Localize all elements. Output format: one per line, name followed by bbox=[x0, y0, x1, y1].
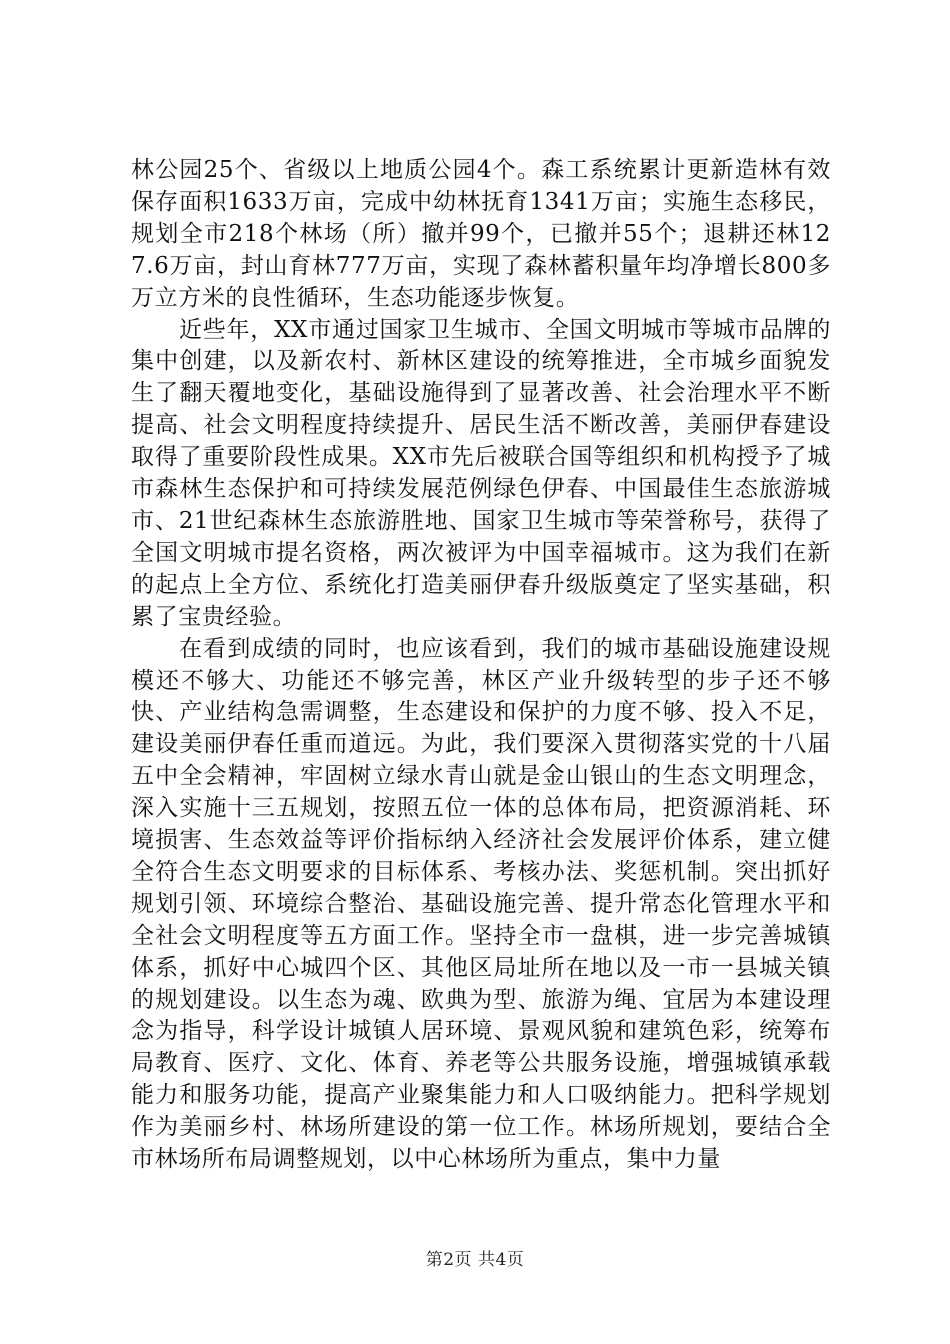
paragraph-achievements: 近些年，XX市通过国家卫生城市、全国文明城市等城市品牌的集中创建，以及新农村、新林区建设的统筹推进，全市城乡面貌发生了翻天覆地变化，基础设施得到了显著改善、社会治理水平不断提高、社会文明程度持续提升、居民生活不断改善，美丽伊春建设取得了重要阶段性成果。XX市先后被联合国等组织和机构授予了城市森林生态保护和可持续发展范例绿色伊春、中国最佳生态旅游城市、21世纪森林生态旅游胜地、国家卫生城市等荣誉称号，获得了全国文明城市提名资格，两次被评为中国幸福城市。这为我们在新的起点上全方位、系统化打造美丽伊春升级版奠定了坚实基础，积累了宝贵经验。 bbox=[131, 316, 831, 630]
document-body bbox=[131, 155, 831, 1176]
paragraph-shortcomings-and-plan: 在看到成绩的同时，也应该看到，我们的城市基础设施建设规模还不够大、功能还不够完善，林区产业升级转型的步子还不够快、产业结构急需调整，生态建设和保护的力度不够、投入不足，建设美丽伊春任重而道远。为此，我们要深入贯彻落实党的十八届五中全会精神，牢固树立绿水青山就是金山银山的生态文明理念，深入实施十三五规划，按照五位一体的总体布局，把资源消耗、环境损害、生态效益等评价指标纳入经济社会发展评价体系，建立健全符合生态文明要求的目标体系、考核办法、奖惩机制。突出抓好规划引领、环境综合整治、基础设施完善、提升常态化管理水平和全社会文明程度等五方面工作。坚持全市一盘棋，进一步完善城镇体系，抓好中心城四个区、其他区局址所在地以及一市一县城关镇的规划建设。以生态为魂、欧典为型、旅游为绳、宜居为本建设理念为指导，科学设计城镇人居环境、景观风貌和建筑色彩，统筹布局教育、医疗、文化、体育、养老等公共服务设施，增强城镇承载能力和服务功能，提高产业聚集能力和人口吸纳能力。把科学规划作为美丽乡村、林场所建设的第一位工作。林场所规划，要结合全市林场所布局调整规划，以中心林场所为重点，集中力量 bbox=[131, 635, 831, 1173]
paragraph-continuation: 林公园25个、省级以上地质公园4个。森工系统累计更新造林有效保存面积1633万亩，完成中幼林抚育1341万亩；实施生态移民，规划全市218个林场（所）撤并99个，已撤并55个；退耕还林127.6万亩，封山育林777万亩，实现了森林蓄积量年均净增长800多万立方米的良性循环，生态功能逐步恢复。 bbox=[131, 157, 831, 311]
page-number-footer: 第2页 共4页 bbox=[425, 1250, 525, 1270]
